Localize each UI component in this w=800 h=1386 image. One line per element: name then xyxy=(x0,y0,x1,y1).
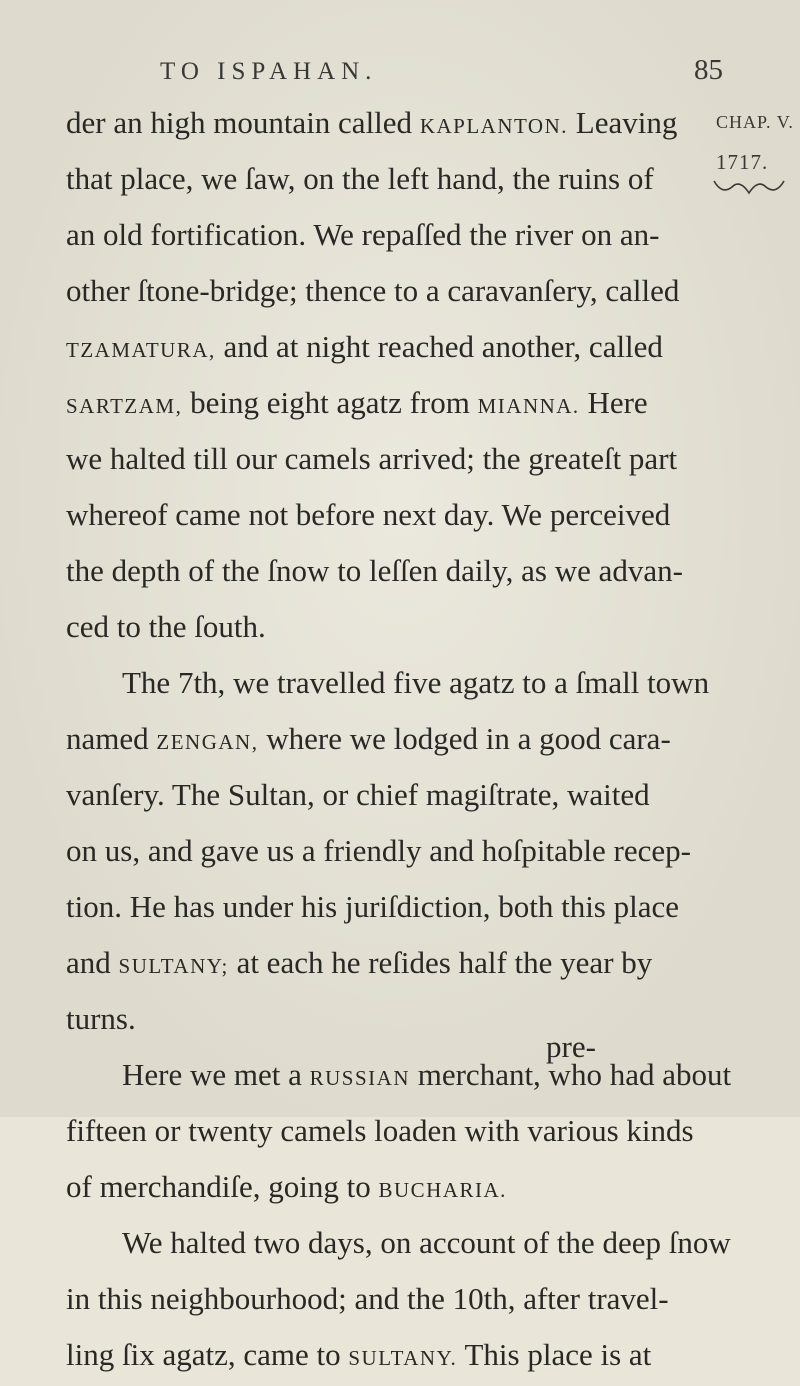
text-line xyxy=(66,1103,694,1159)
text-run: on us, and gave us a friendly and hoſpitable recep- xyxy=(66,833,691,868)
text-line xyxy=(66,711,676,767)
text-run: in this neighbourhood; and the 10th, after travel- xyxy=(66,1281,669,1316)
text-line xyxy=(66,375,676,431)
text-line xyxy=(66,823,691,879)
catchword: pre- xyxy=(546,1029,596,1064)
text-line xyxy=(66,1271,676,1327)
text-run: tion. He has under his juriſdiction, both this place xyxy=(66,889,680,924)
small-caps-name: RUSSIAN xyxy=(309,1066,410,1090)
text-run: Here we met a xyxy=(122,1057,310,1092)
text-run: being eight agatz from xyxy=(182,385,478,420)
text-run: der an high mountain called xyxy=(66,105,420,140)
text-run: Here xyxy=(579,385,648,420)
text-run: named xyxy=(66,721,157,756)
text-run: the depth of the ſnow to leſſen daily, as we advan- xyxy=(66,553,683,588)
text-run: and at night reached another, called xyxy=(215,329,663,364)
text-line xyxy=(66,431,676,487)
text-run: and xyxy=(66,945,119,980)
running-title: TO ISPAHAN. xyxy=(160,58,378,85)
text-line xyxy=(66,151,676,207)
text-run: Leaving xyxy=(568,105,678,140)
small-caps-name: SARTZAM, xyxy=(66,394,183,418)
text-run: fifteen or twenty camels loaden with various kinds xyxy=(66,1113,694,1148)
text-line xyxy=(66,1159,676,1215)
text-run: an old fortification. We repaſſed the river on an- xyxy=(66,217,660,252)
text-run: We halted two days, on account of the deep ſnow xyxy=(122,1225,731,1260)
side-note-chapter: CHAP. V. xyxy=(716,112,794,132)
text-line xyxy=(66,95,676,151)
small-caps-name: SULTANY; xyxy=(118,954,229,978)
text-run: where we lodged in a good cara- xyxy=(258,721,671,756)
text-run: whereof came not before next day. We perceived xyxy=(66,497,671,532)
text-line xyxy=(66,487,676,543)
text-line xyxy=(66,263,680,319)
text-run: merchant, who had about xyxy=(409,1057,732,1092)
page-number: 85 xyxy=(694,54,723,86)
text-run: ced to the ſouth. xyxy=(66,609,266,644)
text-line xyxy=(66,935,676,991)
small-caps-name: TZAMATURA, xyxy=(66,338,216,362)
small-caps-name: BUCHARIA. xyxy=(378,1178,507,1202)
text-run: we halted till our camels arrived; the greateſt part xyxy=(66,441,678,476)
body-text xyxy=(66,95,732,1383)
text-run: at each he reſides half the year by xyxy=(228,945,653,980)
text-line xyxy=(66,599,676,655)
text-line xyxy=(66,1215,731,1271)
text-line xyxy=(66,767,676,823)
text-run: turns. xyxy=(66,1001,136,1036)
text-line xyxy=(66,543,683,599)
small-caps-name: MIANNA. xyxy=(477,394,580,418)
text-run: ling ſix agatz, came to xyxy=(66,1337,349,1372)
text-line xyxy=(66,879,680,935)
small-caps-name: KAPLANTON. xyxy=(419,114,569,138)
side-note-year: 1717. xyxy=(716,150,769,174)
text-run: that place, we ſaw, on the left hand, the ruins of xyxy=(66,161,654,196)
text-run: other ſtone-bridge; thence to a caravanſery, called xyxy=(66,273,680,308)
text-line xyxy=(66,1327,676,1383)
text-run: vanſery. The Sultan, or chief magiſtrate, waited xyxy=(66,777,650,812)
small-caps-name: ZENGAN, xyxy=(156,730,259,754)
text-line xyxy=(66,655,710,711)
text-line xyxy=(66,207,676,263)
small-caps-name: SULTANY. xyxy=(348,1346,458,1370)
text-run: This place is at xyxy=(457,1337,652,1372)
text-run: of merchandiſe, going to xyxy=(66,1169,379,1204)
text-line xyxy=(66,319,676,375)
text-run: The 7th, we travelled five agatz to a ſmall town xyxy=(122,665,710,700)
brace-ornament xyxy=(712,177,786,199)
